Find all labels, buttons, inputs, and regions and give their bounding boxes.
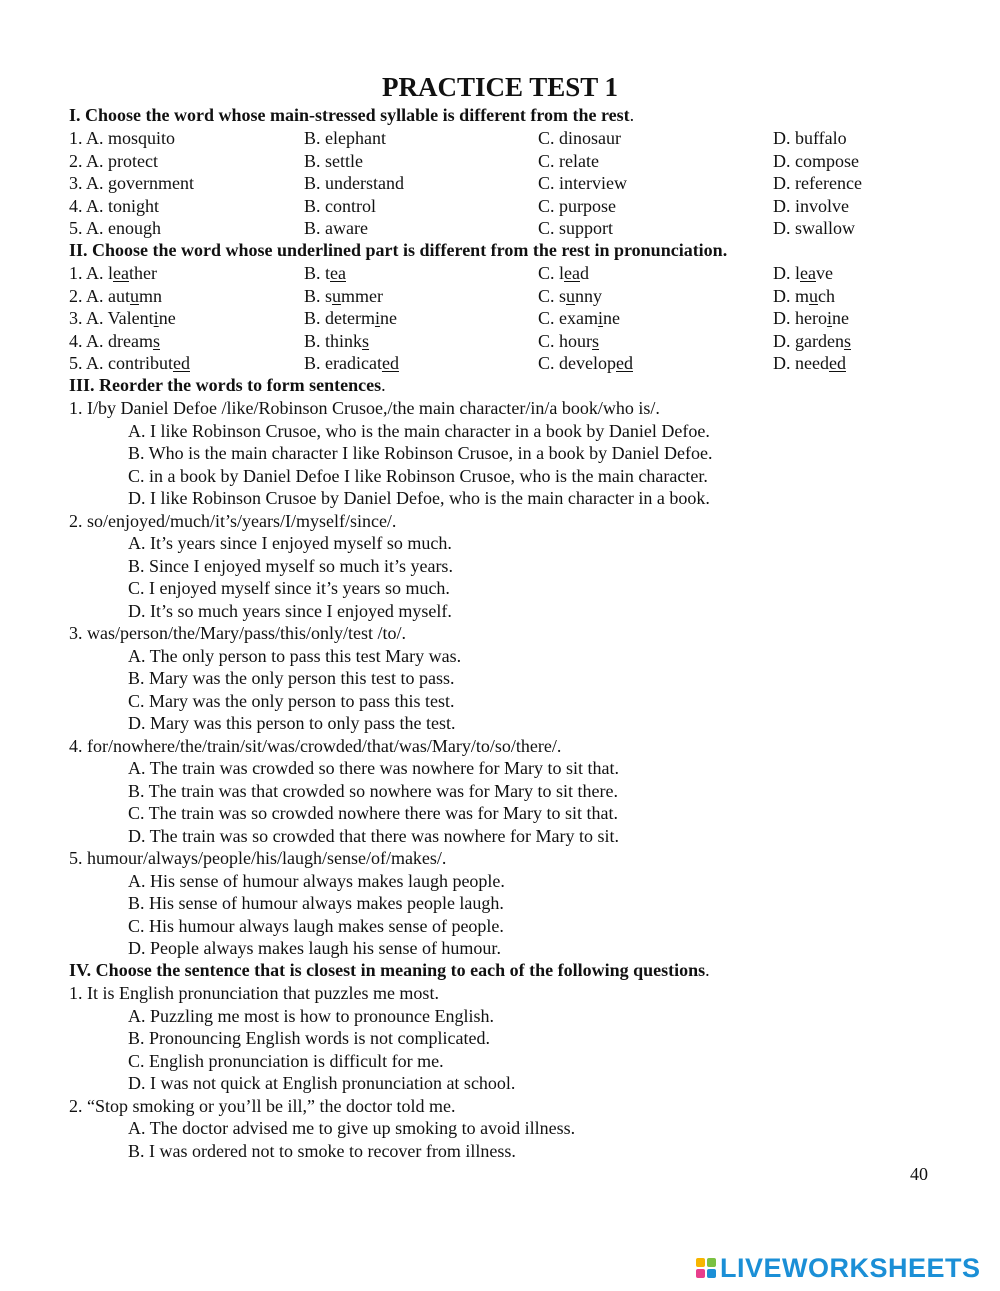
question-option: B. Who is the main character I like Robinson Crusoe, in a book by Daniel Defoe. bbox=[128, 443, 713, 463]
answer-option: 5. A. enough bbox=[69, 218, 161, 238]
question-option: A. The only person to pass this test Mary was. bbox=[128, 645, 462, 666]
answer-option bbox=[304, 352, 399, 375]
stress-question-row bbox=[0, 195, 1000, 218]
question-option: A. Puzzling me most is how to pronounce English. bbox=[128, 1005, 494, 1026]
underlined-part: ea bbox=[113, 263, 129, 283]
option-text-after: d bbox=[580, 263, 589, 283]
answer-option: D. involve bbox=[773, 195, 849, 216]
logo-text: LIVEWORKSHEETS bbox=[720, 1252, 981, 1283]
answer-option bbox=[538, 307, 620, 330]
option-text-after: mmer bbox=[341, 285, 384, 306]
question-prompt: 4. for/nowhere/the/train/sit/was/crowded/that/was/Mary/to/so/there/. bbox=[69, 735, 562, 756]
option-text-after: nny bbox=[575, 285, 603, 306]
option-text-after: ve bbox=[815, 263, 833, 283]
question-option: B. I was ordered not to smoke to recover from illness. bbox=[128, 1140, 516, 1161]
option-text-before: 3. A. Valent bbox=[69, 308, 154, 328]
answer-option: B. aware bbox=[304, 218, 368, 238]
answer-option: D. compose bbox=[773, 150, 859, 171]
option-text-before: C. develop bbox=[538, 353, 616, 373]
pronunciation-question-row bbox=[0, 307, 1000, 330]
answer-option bbox=[69, 352, 190, 375]
option-text-before: B. s bbox=[304, 285, 333, 306]
question-option: C. The train was so crowded nowhere there was for Mary to sit that. bbox=[128, 803, 619, 823]
underlined-part: ed bbox=[381, 353, 399, 373]
option-text-before: B. determ bbox=[304, 308, 375, 328]
answer-option: B. understand bbox=[304, 173, 404, 193]
question-option: B. His sense of humour always makes people laugh. bbox=[128, 893, 504, 913]
question-option: D. I was not quick at English pronunciation at school. bbox=[128, 1073, 516, 1093]
question-option: D. I like Robinson Crusoe by Daniel Defoe, who is the main character in a book. bbox=[128, 488, 710, 508]
option-text-before: B. eradicat bbox=[304, 353, 382, 373]
section-1-heading: I. Choose the word whose main-stressed syllable is different from the rest. bbox=[69, 105, 635, 125]
option-text-before: D. need bbox=[773, 353, 829, 373]
answer-option bbox=[69, 262, 157, 285]
question-prompt: 2. “Stop smoking or you’ll be ill,” the doctor told me. bbox=[69, 1095, 456, 1116]
answer-option bbox=[538, 285, 602, 308]
answer-option bbox=[773, 352, 846, 375]
question-option: A. The train was crowded so there was nowhere for Mary to sit that. bbox=[128, 758, 620, 778]
stress-question-row bbox=[0, 127, 1000, 150]
question-option: D. People always makes laugh his sense of humour. bbox=[128, 938, 501, 958]
option-text-after: ther bbox=[129, 263, 157, 283]
underlined-part: u bbox=[332, 285, 342, 306]
option-text-after: ne bbox=[380, 308, 397, 328]
question-option: B. Since I enjoyed myself so much it’s years. bbox=[128, 555, 453, 576]
question-option: A. His sense of humour always makes laugh people. bbox=[128, 870, 505, 891]
question-option: C. His humour always laugh makes sense of people. bbox=[128, 915, 504, 936]
page-number: 40 bbox=[910, 1164, 928, 1184]
stress-question-row bbox=[0, 150, 1000, 173]
logo-block bbox=[696, 1258, 705, 1267]
answer-option: D. buffalo bbox=[773, 128, 847, 148]
answer-option: C. purpose bbox=[538, 195, 616, 216]
underlined-part: s bbox=[152, 330, 160, 351]
logo-blocks-icon bbox=[696, 1258, 716, 1278]
option-text-before: C. hour bbox=[538, 330, 592, 351]
answer-option bbox=[773, 262, 833, 285]
option-text-after: ne bbox=[158, 308, 176, 328]
question-option: A. The doctor advised me to give up smoking to avoid illness. bbox=[128, 1118, 576, 1138]
underlined-part: i bbox=[826, 308, 832, 328]
answer-option bbox=[69, 285, 162, 308]
question-option: D. Mary was this person to only pass the test. bbox=[128, 713, 456, 733]
question-prompt: 5. humour/always/people/his/laugh/sense/of/makes/. bbox=[69, 848, 447, 868]
underlined-part: ea bbox=[564, 263, 580, 283]
question-prompt: 2. so/enjoyed/much/it’s/years/I/myself/since/. bbox=[69, 510, 397, 531]
section-2-heading: II. Choose the word whose underlined part is different from the rest in pronunciation. bbox=[69, 240, 728, 260]
answer-option bbox=[538, 352, 633, 375]
answer-option: 4. A. tonight bbox=[69, 195, 160, 216]
question-option: C. in a book by Daniel Defoe I like Robinson Crusoe, who is the main character. bbox=[128, 465, 708, 486]
stress-question-row bbox=[0, 217, 1000, 240]
section-4-heading: IV. Choose the sentence that is closest in meaning to each of the following questions. bbox=[69, 960, 710, 980]
answer-option: C. support bbox=[538, 218, 614, 238]
underlined-part: s bbox=[362, 330, 370, 351]
answer-option: D. reference bbox=[773, 173, 862, 193]
option-text-before: D. m bbox=[773, 285, 809, 306]
answer-option bbox=[538, 330, 599, 353]
section-3-heading: III. Reorder the words to form sentences. bbox=[69, 375, 386, 395]
answer-option bbox=[304, 262, 346, 285]
stress-question-row bbox=[0, 172, 1000, 195]
logo-block bbox=[707, 1258, 716, 1267]
question-option: C. I enjoyed myself since it’s years so much. bbox=[128, 578, 450, 598]
option-text-before: B. think bbox=[304, 330, 363, 351]
underlined-part: ed bbox=[173, 353, 190, 373]
option-text-before: 5. A. contribut bbox=[69, 353, 173, 373]
underlined-part: i bbox=[153, 308, 159, 328]
liveworksheets-logo[interactable] bbox=[696, 1252, 981, 1284]
option-text-after: mn bbox=[139, 285, 163, 306]
underlined-part: s bbox=[592, 330, 600, 351]
underlined-part: u bbox=[809, 285, 818, 306]
answer-option bbox=[69, 330, 160, 353]
answer-option: C. dinosaur bbox=[538, 128, 621, 148]
option-text-before: B. t bbox=[304, 263, 331, 283]
underlined-part: ea bbox=[800, 263, 816, 283]
question-option: C. English pronunciation is difficult for me. bbox=[128, 1050, 444, 1071]
option-text-after: ch bbox=[818, 285, 835, 306]
underlined-part: ed bbox=[828, 353, 846, 373]
option-text-before: 4. A. dream bbox=[69, 330, 153, 351]
option-text-before: C. l bbox=[538, 263, 565, 283]
option-text-before: D. garden bbox=[773, 330, 844, 351]
option-text-after: ne bbox=[603, 308, 621, 328]
question-option: A. It’s years since I enjoyed myself so much. bbox=[128, 533, 452, 553]
underlined-part: u bbox=[130, 285, 139, 306]
pronunciation-question-row bbox=[0, 352, 1000, 375]
question-option: B. The train was that crowded so nowhere was for Mary to sit there. bbox=[128, 780, 619, 801]
answer-option: 1. A. mosquito bbox=[69, 128, 176, 148]
question-option: B. Pronouncing English words is not complicated. bbox=[128, 1028, 490, 1048]
answer-option bbox=[538, 262, 589, 285]
question-option: C. Mary was the only person to pass this test. bbox=[128, 690, 455, 711]
underlined-part: ea bbox=[330, 263, 346, 283]
option-text-before: 1. A. l bbox=[69, 263, 114, 283]
answer-option: B. elephant bbox=[304, 128, 386, 148]
option-text-before: 2. A. aut bbox=[69, 285, 130, 306]
question-option: D. It’s so much years since I enjoyed myself. bbox=[128, 600, 452, 621]
answer-option: B. settle bbox=[304, 150, 363, 171]
answer-option: 3. A. government bbox=[69, 173, 194, 193]
answer-option bbox=[773, 307, 849, 330]
answer-option: C. relate bbox=[538, 150, 599, 171]
question-option: B. Mary was the only person this test to pass. bbox=[128, 668, 455, 688]
option-text-before: C. exam bbox=[538, 308, 598, 328]
answer-option bbox=[69, 307, 176, 330]
question-prompt: 1. I/by Daniel Defoe /like/Robinson Crusoe,/the main character/in/a book/who is/. bbox=[69, 398, 660, 418]
option-text-before: C. s bbox=[538, 285, 567, 306]
answer-option: 2. A. protect bbox=[69, 150, 158, 171]
answer-option: B. control bbox=[304, 195, 376, 216]
pronunciation-question-row bbox=[0, 285, 1000, 308]
underlined-part: i bbox=[598, 308, 604, 328]
option-text-after: ne bbox=[832, 308, 849, 328]
underlined-part: i bbox=[374, 308, 380, 328]
answer-option bbox=[773, 330, 851, 353]
answer-option bbox=[304, 285, 383, 308]
underlined-part: u bbox=[566, 285, 576, 306]
answer-option bbox=[304, 307, 397, 330]
answer-option bbox=[773, 285, 835, 308]
question-prompt: 1. It is English pronunciation that puzzles me most. bbox=[69, 983, 439, 1003]
underlined-part: s bbox=[843, 330, 851, 351]
answer-option: C. interview bbox=[538, 173, 627, 193]
logo-block bbox=[707, 1269, 716, 1278]
logo-block bbox=[696, 1269, 705, 1278]
answer-option bbox=[304, 330, 369, 353]
underlined-part: ed bbox=[616, 353, 633, 373]
question-prompt: 3. was/person/the/Mary/pass/this/only/test /to/. bbox=[69, 623, 406, 643]
answer-option: D. swallow bbox=[773, 218, 855, 238]
option-text-before: D. hero bbox=[773, 308, 827, 328]
question-option: D. The train was so crowded that there was nowhere for Mary to sit. bbox=[128, 825, 620, 846]
question-option: A. I like Robinson Crusoe, who is the main character in a book by Daniel Defoe. bbox=[128, 420, 710, 441]
pronunciation-question-row bbox=[0, 262, 1000, 285]
pronunciation-question-row bbox=[0, 330, 1000, 353]
page-title: PRACTICE TEST 1 bbox=[381, 72, 619, 102]
option-text-before: D. l bbox=[773, 263, 800, 283]
